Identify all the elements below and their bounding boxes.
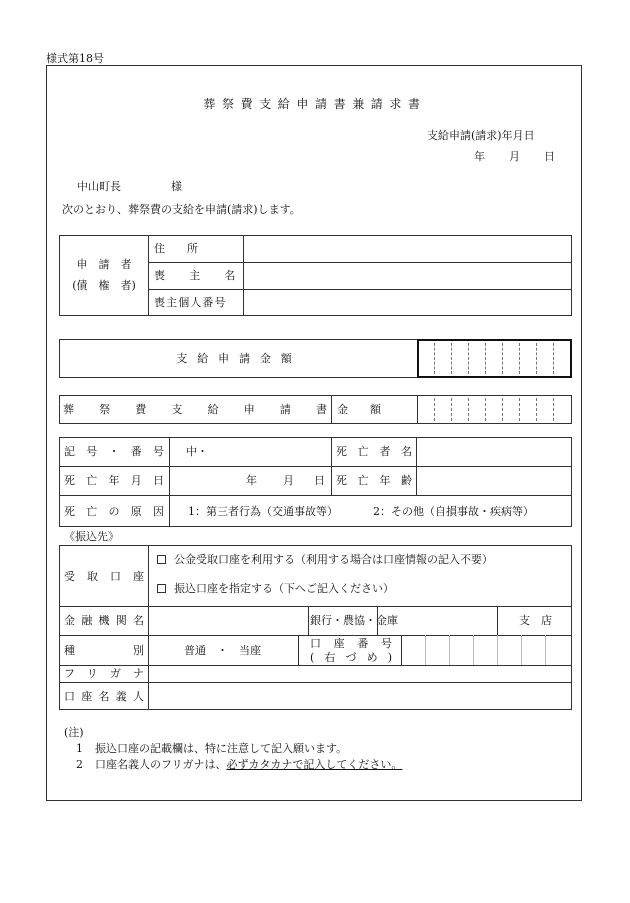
public-account-option: 公金受取口座を利用する（利用する場合は口座情報の記入不要）	[174, 553, 493, 566]
personal-number-label: 喪主個人番号	[154, 296, 227, 309]
page-title: 葬祭費支給申請書兼請求書	[203, 97, 427, 111]
recipient-account-label: 受取口座	[64, 570, 144, 583]
bank-types-label: 銀行・農協・金庫	[310, 614, 398, 627]
branch-name-field[interactable]	[379, 608, 495, 633]
death-date-label: 死亡年月日	[64, 474, 164, 487]
application-date-label: 支給申請(請求)年月日	[427, 129, 535, 142]
notes-heading: (注)	[64, 726, 84, 739]
furigana-field[interactable]	[150, 667, 570, 681]
account-number-note: (右づめ)	[310, 651, 392, 664]
symbol-number-label: 記号・番号	[64, 445, 164, 458]
note-2-number: 2	[76, 758, 83, 771]
death-day-label: 日	[314, 474, 325, 487]
branch-label: 支 店	[519, 614, 552, 627]
specify-account-option: 振込口座を指定する（下へご記入ください）	[174, 582, 394, 595]
note-1-number: 1	[76, 742, 83, 755]
public-account-checkbox[interactable]	[157, 555, 166, 564]
furigana-label: フリガナ	[64, 667, 144, 680]
chief-mourner-field[interactable]	[246, 264, 569, 287]
address-label: 住 所	[154, 242, 198, 255]
funeral-amount-field[interactable]	[419, 397, 570, 422]
account-holder-label: 口座名義人	[64, 690, 144, 703]
death-year-label: 年	[246, 474, 257, 487]
date-year-label: 年	[474, 150, 485, 163]
funeral-request-label: 葬祭費支給申請書	[63, 403, 327, 416]
note-2-text: 口座名義人のフリガナは、必ずカタカナで記入してください。	[95, 758, 403, 771]
cause-option-third-party[interactable]: 1：第三者行為（交通事故等）	[188, 505, 338, 518]
specify-account-checkbox[interactable]	[157, 584, 166, 593]
date-day-label: 日	[544, 150, 555, 163]
account-type-label: 種 別	[64, 644, 144, 657]
applicant-label: 申 請 者	[76, 258, 132, 271]
personal-number-field[interactable]	[246, 291, 569, 314]
funeral-amount-label: 金 額	[337, 403, 381, 416]
intro-text: 次のとおり、葬祭費の支給を申請(請求)します。	[62, 203, 301, 216]
addressee-honorific: 様	[171, 180, 182, 193]
cause-option-other[interactable]: 2：その他（自損事故・疾病等）	[373, 505, 534, 518]
chief-mourner-label: 喪 主 名	[154, 269, 242, 282]
form-number: 様式第18号	[46, 52, 104, 65]
requested-amount-field[interactable]	[417, 339, 572, 378]
deceased-name-label: 死亡者名	[336, 445, 412, 458]
address-field[interactable]	[246, 237, 569, 260]
account-holder-field[interactable]	[150, 684, 570, 708]
account-type-options[interactable]: 普通 ・ 当座	[184, 644, 261, 657]
addressee-name: 中山町長	[77, 180, 121, 193]
creditor-label: (債 権 者)	[72, 279, 136, 292]
symbol-number-value[interactable]: 中・	[186, 445, 208, 458]
bank-name-label: 金融機関名	[64, 614, 144, 627]
date-month-label: 月	[509, 150, 520, 163]
transfer-section-label: 《振込先》	[64, 530, 119, 543]
account-number-label: 口座番号	[310, 637, 392, 650]
requested-amount-label: 支給申請金額	[176, 352, 302, 365]
death-cause-label: 死亡の原因	[64, 505, 164, 518]
bank-name-field[interactable]	[150, 608, 306, 633]
note-1-text: 振込口座の記載欄は、特に注意して記入願います。	[95, 742, 348, 755]
death-age-label: 死亡年齢	[336, 474, 412, 487]
death-month-label: 月	[283, 474, 294, 487]
death-age-field[interactable]	[418, 468, 570, 493]
deceased-name-field[interactable]	[418, 439, 570, 464]
note-2-underlined: 必ずカタカナで記入してください。	[226, 758, 403, 771]
